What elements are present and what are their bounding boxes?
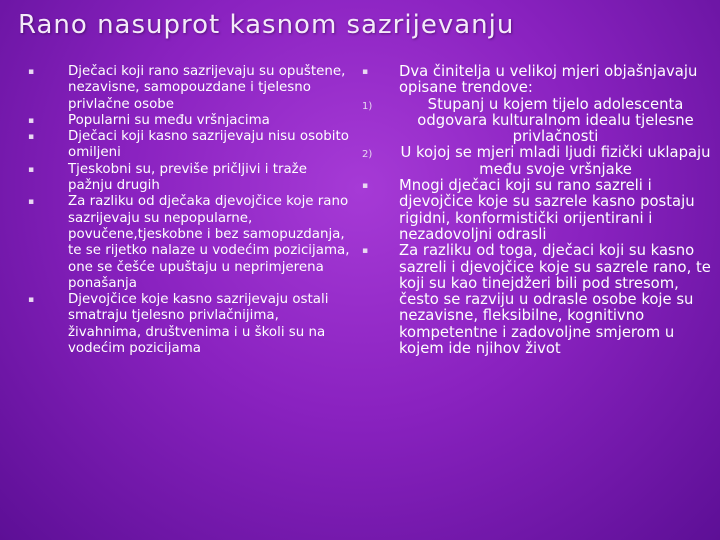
numbered-item: [362, 97, 712, 146]
list-item-text: Dječaci koji kasno sazrijevaju nisu osobito omiljeni: [68, 129, 349, 161]
list-item: [28, 129, 350, 162]
bullet-marker: ▪: [28, 67, 35, 77]
bullet-marker: ▪: [28, 197, 35, 208]
bullet-marker: ▪: [362, 181, 369, 192]
list-item-text: Tjeskobni su, previše pričljivi i traže pažnju drugih: [68, 161, 307, 194]
list-item-text: Popularni su među vršnjacima: [68, 112, 270, 128]
list-item: [28, 194, 350, 292]
list-item: [362, 243, 712, 357]
left-bullet-list: [28, 64, 350, 357]
numbered-item: [362, 145, 712, 178]
numbered-item-text: Stupanj u kojem tijelo adolescenta odgovara kulturalnom idealu tjelesne privlačnosti: [417, 95, 694, 146]
list-item-text: Djevojčice koje kasno sazrijevaju ostali smatraju tjelesno privlačnijima, živahnima, društvenima i u školi su na vodećim pozicijama: [68, 292, 329, 357]
list-item: [28, 113, 350, 129]
right-bullet-list: [362, 64, 712, 357]
list-item-text: Mnogi dječaci koji su rano sazreli i djevojčice koje su sazrele kasno postaju rigidni, konformistički orijentirani i nezadovoljni odrasli: [399, 177, 695, 243]
bullet-marker: ▪: [28, 115, 35, 126]
number-marker: 2): [362, 149, 373, 161]
list-item: [28, 292, 350, 357]
number-marker: 1): [362, 100, 373, 112]
list-item: [362, 64, 712, 97]
list-item: [362, 178, 712, 243]
list-item-text: Za razliku od toga, dječaci koji su kasno sazreli i djevojčice koje su sazrele rano, te koji su kao tinejdžeri bili pod stresom, često se razviju u odrasle osobe koje su nezavisne, fleksibilne, kognitivno kompetentne i zadovoljne smjerom u kojem ide njihov život: [399, 242, 711, 358]
list-item: [28, 64, 350, 113]
list-item-text: Za razliku od dječaka djevojčice koje rano sazrijevaju su nepopularne, povučene,tjeskobne i bez samopuzdanja, te se rijetko nalaze u vodećim pozicijama, one se češće upuštaju u neprimjerena ponašanja: [68, 194, 350, 291]
list-item-text: Dva činitelja u velikoj mjeri objašnjavaju opisane trendove:: [399, 63, 698, 97]
bullet-marker: ▪: [28, 132, 35, 143]
bullet-marker: ▪: [362, 246, 369, 257]
slide-title: Rano nasuprot kasnom sazrijevanju: [18, 10, 515, 40]
bullet-marker: ▪: [362, 67, 369, 77]
list-item-text: Dječaci koji rano sazrijevaju su opuštene, nezavisne, samopouzdane i tjelesno privlačne osobe: [68, 64, 346, 112]
bullet-marker: ▪: [28, 164, 35, 175]
numbered-item-text: U kojoj se mjeri mladi ljudi fizički uklapaju među svoje vršnjake: [400, 144, 711, 178]
list-item: [28, 162, 350, 195]
bullet-marker: ▪: [28, 295, 35, 306]
